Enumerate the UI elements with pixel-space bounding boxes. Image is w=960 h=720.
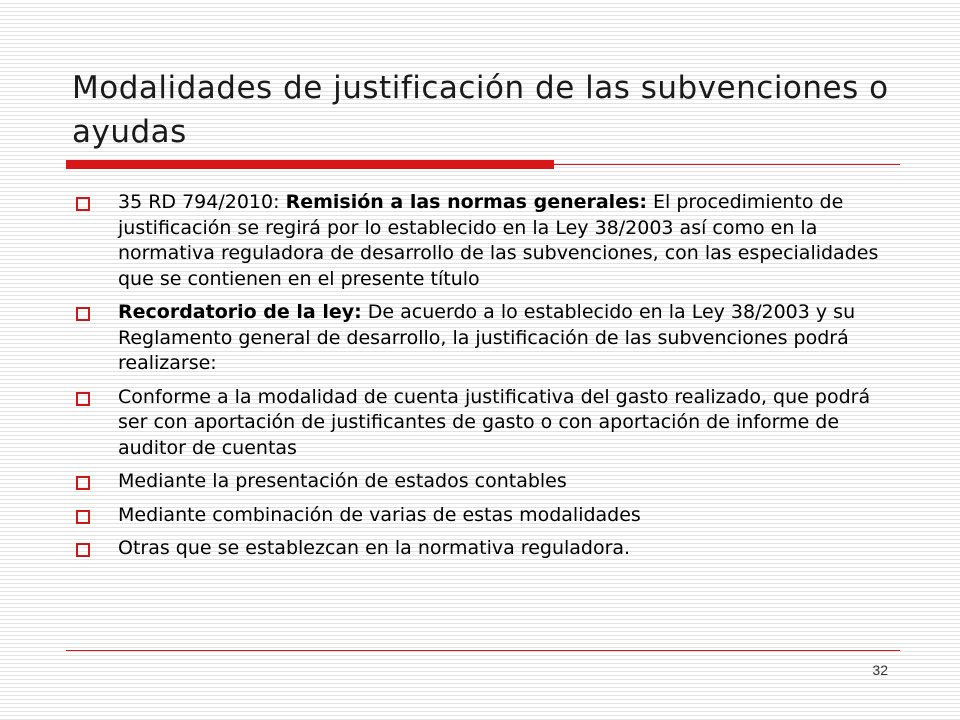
bullet-list <box>72 190 902 570</box>
square-bullet-icon <box>76 510 90 524</box>
slide-title: Modalidades de justificación de las subvenciones o ayudas <box>72 70 889 150</box>
bullet-text: Conforme a la modalidad de cuenta justificativa del gasto realizado, que podrá ser con aportación de justificantes de gasto o con aportación de informe de auditor de cuentas <box>118 385 871 459</box>
title-underline <box>66 164 900 165</box>
bullet-text: El procedimiento de justificación se regirá por lo establecido en la Ley 38/2003 así como en la normativa reguladora de desarrollo de las subvenciones, con las especialidades que se contienen en el presente título <box>118 191 879 290</box>
bullet-item <box>72 536 902 562</box>
square-bullet-icon <box>76 197 90 211</box>
bullet-bold: Recordatorio de la ley: <box>118 301 362 323</box>
bullet-bold: Remisión a las normas generales: <box>285 191 647 213</box>
square-bullet-icon <box>76 392 90 406</box>
square-bullet-icon <box>76 307 90 321</box>
page-number: 32 <box>872 662 888 678</box>
bullet-text: Otras que se establezcan en la normativa reguladora. <box>118 537 631 559</box>
bullet-item <box>72 503 902 529</box>
bullet-item <box>72 469 902 495</box>
bullet-item <box>72 300 902 377</box>
bullet-text: Mediante combinación de varias de estas modalidades <box>118 503 641 526</box>
square-bullet-icon <box>76 543 90 557</box>
bullet-text: Mediante la presentación de estados contables <box>118 470 567 492</box>
bullet-text: De acuerdo a lo establecido en la Ley 38/2003 y su Reglamento general de desarrollo, la justificación de las subvenciones podrá realizarse: <box>118 301 856 374</box>
square-bullet-icon <box>76 476 90 490</box>
bullet-item <box>72 385 902 462</box>
bullet-item <box>72 190 902 292</box>
footer-divider <box>66 650 900 651</box>
bullet-lead: 35 RD 794/2010: <box>118 191 286 213</box>
